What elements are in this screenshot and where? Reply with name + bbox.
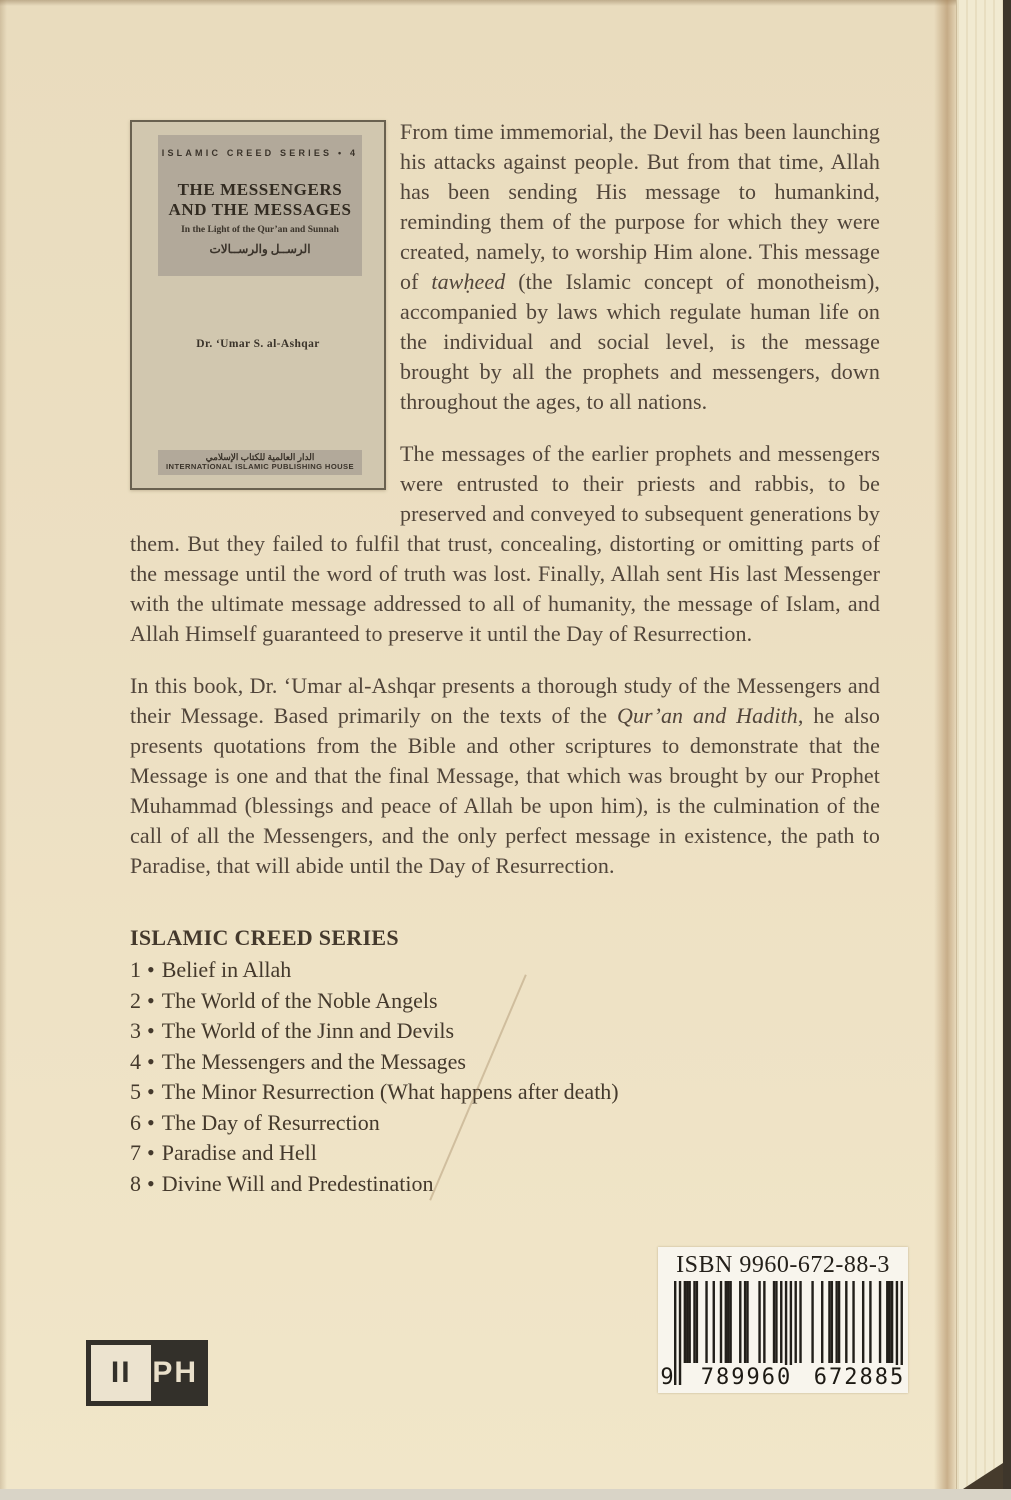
book-fore-edge — [956, 0, 1004, 1500]
bullet-icon: • — [147, 1048, 155, 1074]
series-item-title: Belief in Allah — [161, 957, 292, 982]
series-item-title: The Minor Resurrection (What happens after death) — [161, 1079, 619, 1104]
bullet-icon: • — [147, 957, 155, 982]
iiph-publisher-logo — [86, 1340, 208, 1406]
thumbnail-author: Dr. ‘Umar S. al-Ashqar — [196, 338, 320, 350]
thumbnail-publisher-band — [158, 450, 362, 475]
barcode-digits — [658, 1365, 908, 1391]
series-item-number: 1 — [130, 957, 141, 982]
thumbnail-publisher-arabic: الدار العالمية للكتاب الإسلامي — [205, 452, 315, 462]
iiph-logo-right-cell — [151, 1345, 203, 1401]
barcode-digit-group1: 789960 — [698, 1365, 795, 1391]
series-item-8 — [130, 1169, 880, 1200]
thumbnail-title-line2: AND THE MESSAGES — [168, 200, 352, 219]
blurb-p1-text-b: (the Islamic concept of monotheism), accompanied by laws which regulate human life on the individual and social level, is the message brought by all the prophets and messengers, down throughout the ages, to all nations. — [400, 269, 880, 414]
blurb-paragraph-2: The messages of the earlier prophets and messengers were entrusted to their priests and rabbis, to be preserved and conveyed to subsequent generations by them. But they failed to fulfil that trust, concealing, distorting or omitting parts of the message until the word of truth was lost. Finally, Allah sent His last Messenger with the ultimate message addressed to all of humanity, the message of Islam, and Allah Himself guaranteed to preserve it until the Day of Resurrection. — [130, 441, 880, 646]
series-item-number: 7 — [130, 1140, 141, 1165]
blurb-p1-italic-term: tawḥeed — [431, 269, 506, 294]
iiph-logo-right-letters: PH — [152, 1356, 199, 1389]
bullet-icon: • — [147, 987, 155, 1013]
cover-hinge-crease — [934, 0, 958, 1500]
series-item-7 — [130, 1138, 880, 1169]
series-item-number: 3 — [130, 1018, 141, 1043]
thumbnail-arabic-title: الرســل والرســالات — [209, 242, 311, 256]
thumbnail-series-line: ISLAMIC CREED SERIES • 4 — [161, 148, 359, 158]
series-item-number: 8 — [130, 1170, 141, 1196]
series-list-section — [130, 923, 880, 1199]
series-item-number: 5 — [130, 1079, 141, 1104]
cover-thumbnail-title-panel — [158, 135, 362, 276]
blurb-p3-text-b: , he also presents quotations from the Bible and other scriptures to demonstrate that the Message is one and that the final Message, that which was brought by our Prophet Muhammad (blessings and peace of Allah be upon him), is the culmination of the call of all the Messengers, and the only perfect message in existence, the path to Paradise, that will abide until the Day of Resurrection. — [130, 703, 881, 878]
thumbnail-title — [158, 180, 362, 220]
series-item-number: 2 — [130, 987, 141, 1013]
series-item-title: The Messengers and the Messages — [161, 1048, 466, 1074]
series-item-title: Divine Will and Predestination — [161, 1170, 434, 1196]
isbn-barcode-panel — [658, 1247, 908, 1393]
bullet-icon: • — [147, 1018, 155, 1043]
series-item-5 — [130, 1077, 880, 1108]
iiph-logo-left-cell — [91, 1345, 151, 1401]
iiph-logo-left-letters: II — [110, 1356, 132, 1389]
thumbnail-subtitle: In the Light of the Qur’an and Sunnah — [181, 225, 339, 235]
photo-edge-top — [0, 0, 1011, 6]
photo-edge-right — [1003, 0, 1011, 1500]
blurb-p1-text-a: From time immemorial, the Devil has been launching his attacks against people. But from that time, Allah has been sending His message to humankind, reminding them of the purpose for which they were created, namely, to worship Him alone. This message of — [400, 119, 880, 294]
bullet-icon: • — [147, 1170, 155, 1196]
blurb-p3-text-a: In this book, Dr. ‘Umar al-Ashqar presents a thorough study of the Messengers and their Message. Based primarily on the texts of the — [130, 673, 880, 728]
series-item-4 — [130, 1047, 880, 1078]
cover-thumbnail — [130, 120, 386, 490]
blurb-paragraph-3 — [130, 671, 880, 881]
page-corner-wedge — [963, 1463, 1003, 1489]
series-list — [130, 955, 880, 1199]
series-item-title: The World of the Noble Angels — [161, 987, 438, 1013]
photo-edge-left — [0, 0, 7, 1500]
series-item-6 — [130, 1108, 880, 1139]
series-item-title: The World of the Jinn and Devils — [161, 1018, 455, 1043]
barcode-digit-lead: 9 — [660, 1365, 674, 1390]
photo-edge-bottom — [0, 1489, 1011, 1500]
series-item-number: 4 — [130, 1048, 141, 1074]
series-item-number: 6 — [130, 1109, 141, 1135]
series-item-1 — [130, 955, 880, 986]
series-heading: ISLAMIC CREED SERIES — [130, 925, 399, 950]
blurb-p3-italic-term: Qur’an and Hadith — [616, 703, 798, 728]
series-item-title: The Day of Resurrection — [161, 1109, 380, 1135]
bullet-icon: • — [147, 1079, 155, 1104]
isbn-number: ISBN 9960-672-88-3 — [676, 1252, 890, 1278]
series-item-title: Paradise and Hell — [161, 1140, 317, 1165]
back-cover-content — [130, 117, 880, 1199]
barcode-digit-group2: 672885 — [811, 1365, 908, 1391]
barcode-bars — [660, 1281, 908, 1393]
bullet-icon: • — [147, 1109, 155, 1135]
bullet-icon: • — [147, 1140, 155, 1165]
thumbnail-publisher-english: INTERNATIONAL ISLAMIC PUBLISHING HOUSE — [166, 462, 354, 471]
thumbnail-title-line1: THE MESSENGERS — [177, 180, 343, 199]
series-item-2 — [130, 986, 880, 1017]
